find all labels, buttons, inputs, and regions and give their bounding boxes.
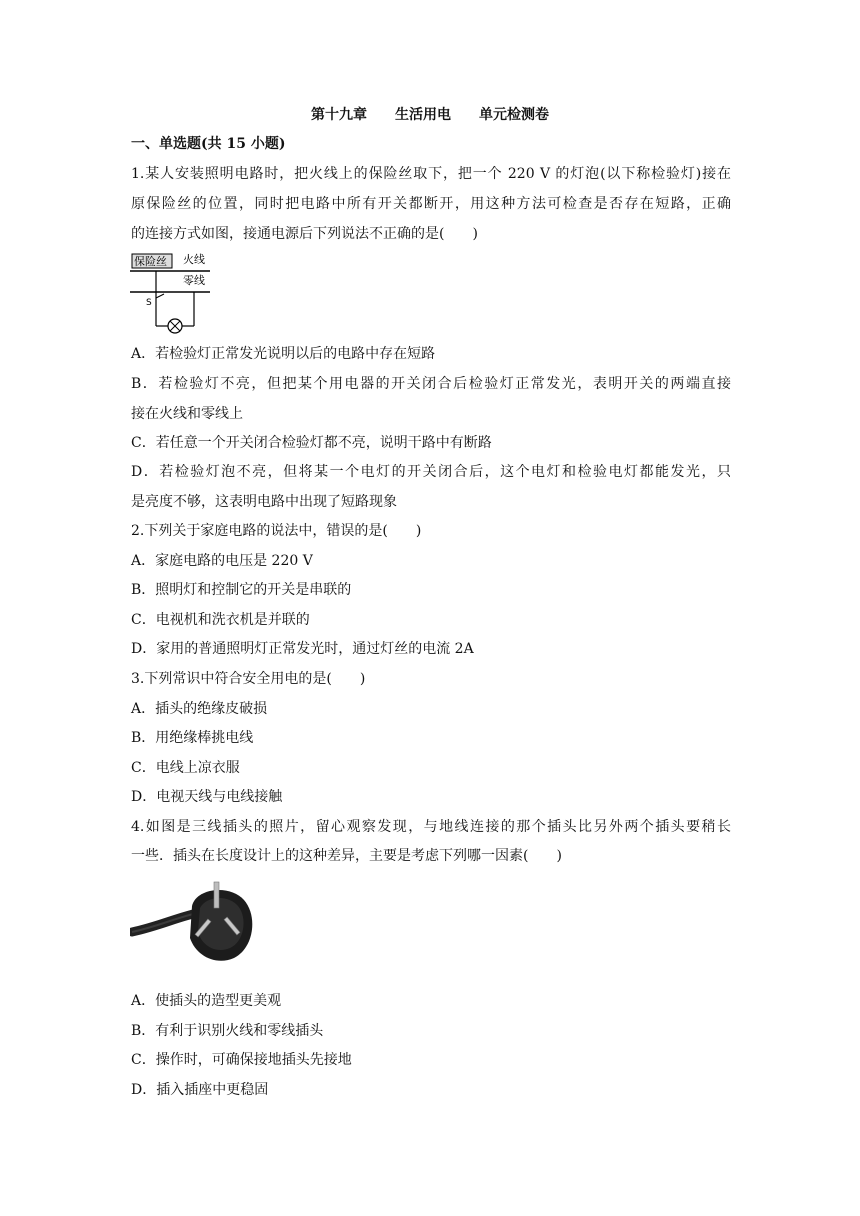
q1-stem-line2: 原保险丝的位置，同时把电路中所有开关都断开，用这种方法可检查是否存在短路，正确	[131, 196, 731, 212]
q1-stem-line1: 1.某人安装照明电路时，把火线上的保险丝取下，把一个 220 V 的灯泡(以下称检验灯)接在	[131, 166, 731, 182]
three-pin-plug-photo	[130, 876, 266, 974]
fuse-label: 保险丝	[134, 255, 167, 268]
q4-option-a: A．使插头的造型更美观	[131, 993, 282, 1009]
q1-option-c: C．若任意一个开关闭合检验灯都不亮，说明干路中有断路	[131, 435, 492, 451]
q2-option-c: C．电视机和洗衣机是并联的	[131, 612, 310, 628]
circuit-diagram	[128, 250, 218, 340]
q2-option-b: B．照明灯和控制它的开关是串联的	[131, 582, 352, 598]
earth-pin	[214, 882, 219, 908]
page-title	[0, 104, 860, 124]
section-heading: 一、单选题(共 15 小题)	[131, 136, 286, 152]
q1-option-b-line1: B．若检验灯不亮，但把某个用电器的开关闭合后检验灯正常发光，表明开关的两端直接	[131, 376, 731, 392]
title-topic: 生活用电	[395, 107, 451, 123]
q4-option-b: B．有利于识别火线和零线插头	[131, 1023, 324, 1039]
q1-option-b-line2: 接在火线和零线上	[131, 406, 243, 422]
q2-stem: 2.下列关于家庭电路的说法中，错误的是( )	[131, 523, 422, 539]
q3-option-a: A．插头的绝缘皮破损	[131, 701, 268, 717]
q4-stem-line1: 4.如图是三线插头的照片，留心观察发现，与地线连接的那个插头比另外两个插头要稍长	[131, 819, 731, 835]
title-chapter: 第十九章	[311, 107, 367, 123]
q2-option-a: A．家庭电路的电压是 220 V	[131, 553, 313, 569]
q4-option-d: D．插入插座中更稳固	[131, 1082, 269, 1098]
q1-option-a: A．若检验灯正常发光说明以后的电路中存在短路	[131, 346, 436, 362]
q3-option-c: C．电线上凉衣服	[131, 760, 240, 776]
q1-option-d-line1: D．若检验灯泡不亮，但将某一个电灯的开关闭合后，这个电灯和检验电灯都能发光，只	[131, 464, 731, 480]
q1-stem-line3: 的连接方式如图，接通电源后下列说法不正确的是( )	[131, 226, 478, 242]
q1-option-d-line2: 是亮度不够，这表明电路中出现了短路现象	[131, 494, 397, 510]
neutral-wire-label: 零线	[183, 274, 205, 287]
switch-label: S	[146, 298, 152, 308]
q4-stem-line2: 一些．插头在长度设计上的这种差异，主要是考虑下列哪一因素( )	[131, 848, 562, 864]
q3-option-d: D．电视天线与电线接触	[131, 789, 283, 805]
q2-option-d: D．家用的普通照明灯正常发光时，通过灯丝的电流 2A	[131, 641, 474, 657]
q3-option-b: B．用绝缘棒挑电线	[131, 730, 254, 746]
live-wire-label: 火线	[183, 253, 205, 266]
title-test: 单元检测卷	[479, 107, 549, 123]
q4-option-c: C．操作时，可确保接地插头先接地	[131, 1052, 352, 1068]
q3-stem: 3.下列常识中符合安全用电的是( )	[131, 671, 366, 687]
